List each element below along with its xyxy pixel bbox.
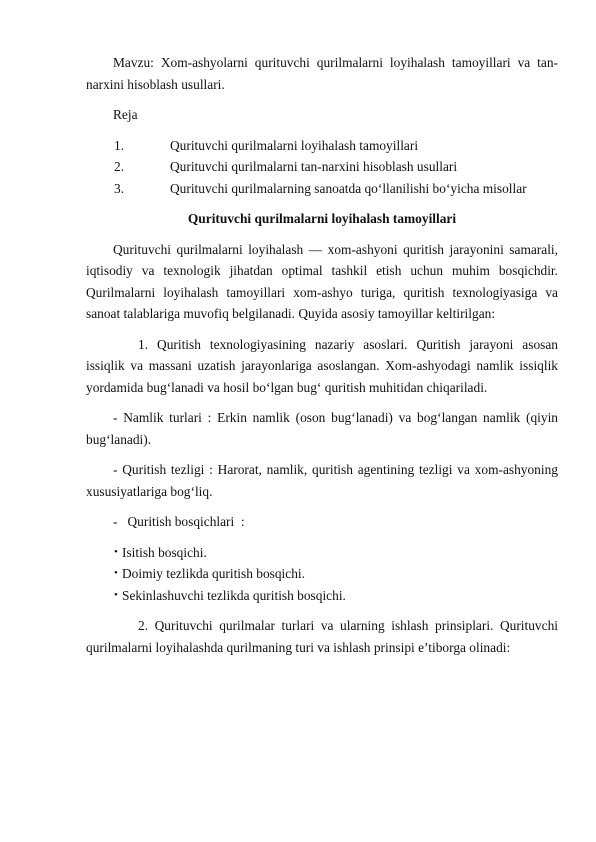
list-item: [86, 563, 558, 585]
document-page: [86, 52, 558, 658]
plan-item-text: Qurituvchi qurilmalarning sanoatda qo‘llanilishi bo‘yicha misollar: [170, 180, 527, 196]
plan-item-text: Qurituvchi qurilmalarni tan-narxini hisoblash usullari: [170, 159, 458, 174]
plan-item-number: 1.: [114, 137, 125, 153]
bullet-icon: •: [114, 588, 118, 601]
intro-paragraph: Qurituvchi qurilmalarni loyihalash — xom-ashyoni quritish jarayonini samarali, iqtisodiy va texnologik jihatdan optimal tashkil etish uchun muhim bosqichdir. Qurilmalarni loyihalash tamoyillari xom-ashyo turiga, quritish texnologiyasiga va sanoat talablariga muvofiq belgilanadi. Quyida asosiy tamoyillar keltirilgan:: [86, 241, 558, 321]
plan-list: [86, 135, 558, 200]
point2-paragraph: 2. Qurituvchi qurilmalar turlari va ularning ishlash prinsiplari. Qurituvchi qurilmalarni loyihalashda qurilmaning turi va ishlash prinsipi e’tiborga olinadi:: [86, 618, 558, 655]
dash-item-moisture-types: - Namlik turlari : Erkin namlik (oson bug‘lanadi) va bog‘langan namlik (qiyin bug‘lanadi).: [86, 410, 558, 447]
plan-title: Reja: [113, 107, 138, 122]
stage-text: Doimiy tezlikda quritish bosqichi.: [122, 566, 305, 581]
dash-item-drying-stages: - Quritish bosqichlari :: [113, 514, 245, 529]
plan-item: [86, 178, 558, 200]
topic-paragraph: Mavzu: Xom-ashyolarni qurituvchi qurilmalarni loyihalash tamoyillari va tan-narxini hisoblash usullari.: [86, 55, 558, 92]
plan-item: [86, 135, 558, 157]
plan-item-number: 3.: [114, 180, 125, 196]
bullet-icon: •: [114, 567, 118, 579]
dash-item-drying-rate: - Quritish tezligi : Harorat, namlik, quritish agentining tezligi va xom-ashyoning xususiyatlariga bog‘liq.: [86, 462, 558, 499]
bullet-icon: •: [114, 545, 118, 558]
list-item: [86, 585, 558, 607]
section-heading: Qurituvchi qurilmalarni loyihalash tamoyillari: [187, 211, 457, 226]
plan-item: [86, 156, 558, 178]
stage-text: Isitish bosqichi.: [122, 544, 207, 560]
stage-text: Sekinlashuvchi tezlikda quritish bosqichi.: [122, 587, 346, 603]
point1-paragraph: 1. Quritish texnologiyasining nazariy asoslari. Quritish jarayoni asosan issiqlik va massani uzatish jarayonlariga asoslangan. Xom-ashyodagi namlik issiqlik yordamida bug‘lanadi va hosil bo‘lgan bug‘ quritish muhitidan chiqariladi.: [86, 336, 558, 395]
stages-list: [86, 542, 558, 607]
plan-item-text: Qurituvchi qurilmalarni loyihalash tamoyillari: [170, 137, 419, 153]
list-item: [86, 542, 558, 564]
plan-item-number: 2.: [114, 159, 125, 174]
